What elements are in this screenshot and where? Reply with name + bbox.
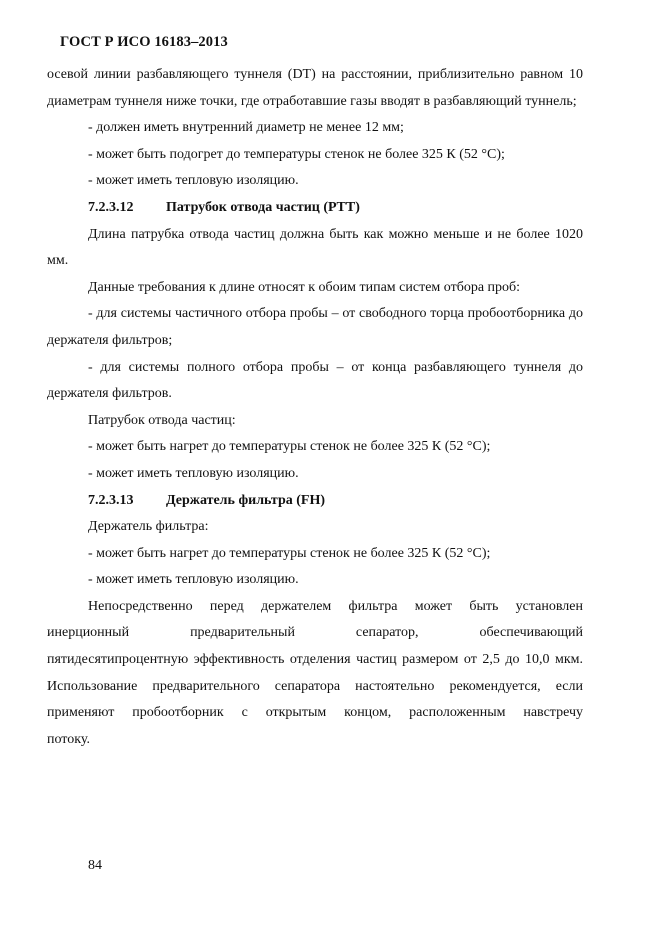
list-item: - может быть нагрет до температуры стенок не более 325 К (52 °С); [88,439,491,455]
final-paragraph-line: применяют пробоотборник с открытым концом, расположенным навстречу [47,705,583,721]
paragraph-length: Длина патрубка отвода частиц должна быть как можно меньше и не более 1020 мм. [47,226,583,269]
section-title: Держатель фильтра (FH) [166,492,326,508]
final-paragraph-line: потоку. [47,731,90,747]
section-heading-fh [47,488,583,515]
final-paragraph-line: инерционный предварительный сепаратор, обеспечивающий [47,625,583,641]
section-number: 7.2.3.13 [88,492,134,508]
final-paragraph-line: Использование предварительного сепаратора настоятельно рекомендуется, если [47,678,583,694]
list-item: - может иметь тепловую изоляцию. [88,173,299,189]
list-item: - для системы полного отбора пробы – от конца разбавляющего туннеля до держателя фильтров. [47,359,583,402]
section-heading-ptt [47,195,583,222]
document-body [47,62,583,753]
final-paragraph-line: Непосредственно перед держателем фильтра может быть установлен [88,598,583,614]
section-number: 7.2.3.12 [88,199,134,215]
paragraph-requirements: Данные требования к длине относят к обоим типам систем отбора проб: [88,279,521,295]
section-title: Патрубок отвода частиц (PTT) [166,199,360,215]
list-item: - для системы частичного отбора пробы – от свободного торца пробоотборника до держателя фильтров; [47,306,583,348]
list-item: - может иметь тепловую изоляцию. [88,465,299,481]
list-item: - может быть подогрет до температуры стенок не более 325 К (52 °С); [88,146,505,162]
final-paragraph-line: пятидесятипроцентную эффективность отделения частиц размером от 2,5 до 10,0 мкм. [47,652,583,668]
paragraph-continuation: осевой линии разбавляющего туннеля (DT) на расстоянии, приблизительно равном 10 диаметрам туннеля ниже точки, где отработавшие газы вводят в разбавляющий туннель; [47,67,583,109]
list-item: - должен иметь внутренний диаметр не менее 12 мм; [88,120,404,136]
page-number: 84 [88,858,102,873]
paragraph-ptt-intro: Патрубок отвода частиц: [88,412,236,428]
document-header: ГОСТ Р ИСО 16183–2013 [60,34,228,50]
list-item: - может иметь тепловую изоляцию. [88,572,299,588]
list-item: - может быть нагрет до температуры стенок не более 325 К (52 °С); [88,545,491,561]
paragraph-fh-intro: Держатель фильтра: [88,519,209,535]
